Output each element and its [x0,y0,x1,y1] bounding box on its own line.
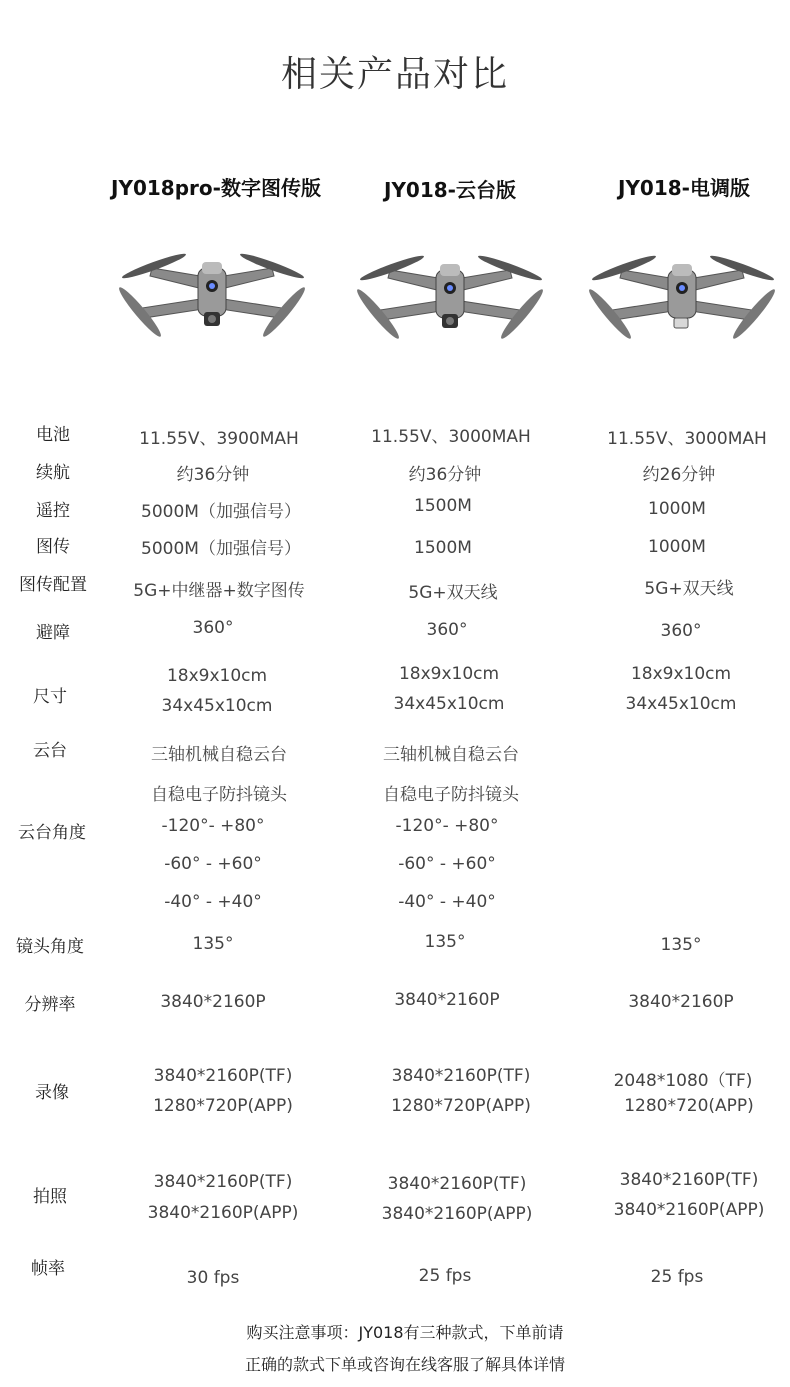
drone-image-3 [582,250,782,360]
resolution-value-3: 3840*2160P [628,992,734,1012]
page-title: 相关产品对比 [280,54,509,95]
transmission-config-value-1: 5G+中继器+数字图传 [133,581,305,601]
lens-angle-value-1: 135° [192,934,234,954]
framerate-value-3: 25 fps [650,1267,704,1287]
transmission-value-1: 5000M（加强信号） [141,539,301,559]
size-value-1a: 18x9x10cm [166,666,268,686]
size-value-3a: 18x9x10cm [630,664,732,684]
drone-image-2 [350,250,550,360]
video-value-3a: 2048*1080（TF) [613,1071,753,1091]
size-value-1b: 34x45x10cm [161,696,273,716]
gimbal-value-1a: 三轴机械自稳云台 [151,745,287,765]
photo-value-1b: 3840*2160P(APP) [147,1203,299,1223]
gimbal-value-2a: 三轴机械自稳云台 [383,745,519,765]
product-name-2: JY018-云台版 [384,178,516,202]
resolution-value-2: 3840*2160P [394,990,500,1010]
lens-angle-value-3: 135° [660,935,702,955]
flight-time-value-1: 约36分钟 [176,465,250,485]
video-value-2a: 3840*2160P(TF) [391,1066,531,1086]
photo-value-2a: 3840*2160P(TF) [387,1174,527,1194]
row-label-flight-time: 续航 [36,463,70,483]
gimbal-angle-value-2c: -40° - +40° [398,892,496,912]
flight-time-value-2: 约36分钟 [408,465,482,485]
gimbal-value-2b: 自稳电子防抖镜头 [383,785,519,805]
gimbal-angle-value-2b: -60° - +60° [398,854,496,874]
video-value-3b: 1280*720(APP) [624,1096,754,1116]
row-label-size: 尺寸 [33,687,67,707]
video-value-1a: 3840*2160P(TF) [153,1066,293,1086]
row-label-gimbal: 云台 [33,741,67,761]
row-label-gimbal-angle: 云台角度 [18,823,86,843]
row-label-obstacle: 避障 [36,623,70,643]
obstacle-value-1: 360° [192,618,234,638]
video-value-1b: 1280*720P(APP) [153,1096,293,1116]
battery-value-3: 11.55V、3000MAH [607,429,767,449]
transmission-value-3: 1000M [648,537,706,557]
transmission-config-value-2: 5G+双天线 [408,583,498,603]
row-label-photo: 拍照 [33,1187,67,1207]
row-label-transmission-config: 图传配置 [19,575,87,595]
notice-line-2: 正确的款式下单或咨询在线客服了解具体详情 [244,1355,565,1374]
remote-value-1: 5000M（加强信号） [141,502,301,522]
drone-image-1 [112,248,312,358]
gimbal-angle-value-1c: -40° - +40° [164,892,262,912]
size-value-2a: 18x9x10cm [398,664,500,684]
size-value-3b: 34x45x10cm [625,694,737,714]
resolution-value-1: 3840*2160P [160,992,266,1012]
photo-value-3b: 3840*2160P(APP) [613,1200,765,1220]
remote-value-3: 1000M [648,499,706,519]
video-value-2b: 1280*720P(APP) [391,1096,531,1116]
row-label-transmission: 图传 [36,537,70,557]
lens-angle-value-2: 135° [424,932,466,952]
row-label-framerate: 帧率 [31,1259,65,1279]
flight-time-value-3: 约26分钟 [642,465,716,485]
battery-value-2: 11.55V、3000MAH [371,427,531,447]
row-label-lens-angle: 镜头角度 [16,937,84,957]
framerate-value-1: 30 fps [186,1268,240,1288]
size-value-2b: 34x45x10cm [393,694,505,714]
battery-value-1: 11.55V、3900MAH [139,429,299,449]
framerate-value-2: 25 fps [418,1266,472,1286]
photo-value-1a: 3840*2160P(TF) [153,1172,293,1192]
product-name-3: JY018-电调版 [618,176,750,200]
row-label-battery: 电池 [36,425,70,445]
photo-value-2b: 3840*2160P(APP) [381,1204,533,1224]
notice-line-1: 购买注意事项：JY018有三种款式，下单前请 [246,1323,564,1342]
gimbal-value-1b: 自稳电子防抖镜头 [151,785,287,805]
row-label-remote: 遥控 [36,501,70,521]
transmission-value-2: 1500M [414,538,472,558]
gimbal-angle-value-1b: -60° - +60° [164,854,262,874]
obstacle-value-3: 360° [660,621,702,641]
row-label-resolution: 分辨率 [24,995,76,1015]
photo-value-3a: 3840*2160P(TF) [619,1170,759,1190]
obstacle-value-2: 360° [426,620,468,640]
transmission-config-value-3: 5G+双天线 [644,579,734,599]
remote-value-2: 1500M [414,496,472,516]
row-label-video: 录像 [35,1083,69,1103]
gimbal-angle-value-2a: -120°- +80° [395,816,499,836]
gimbal-angle-value-1a: -120°- +80° [161,816,265,836]
product-name-1: JY018pro-数字图传版 [111,176,321,200]
